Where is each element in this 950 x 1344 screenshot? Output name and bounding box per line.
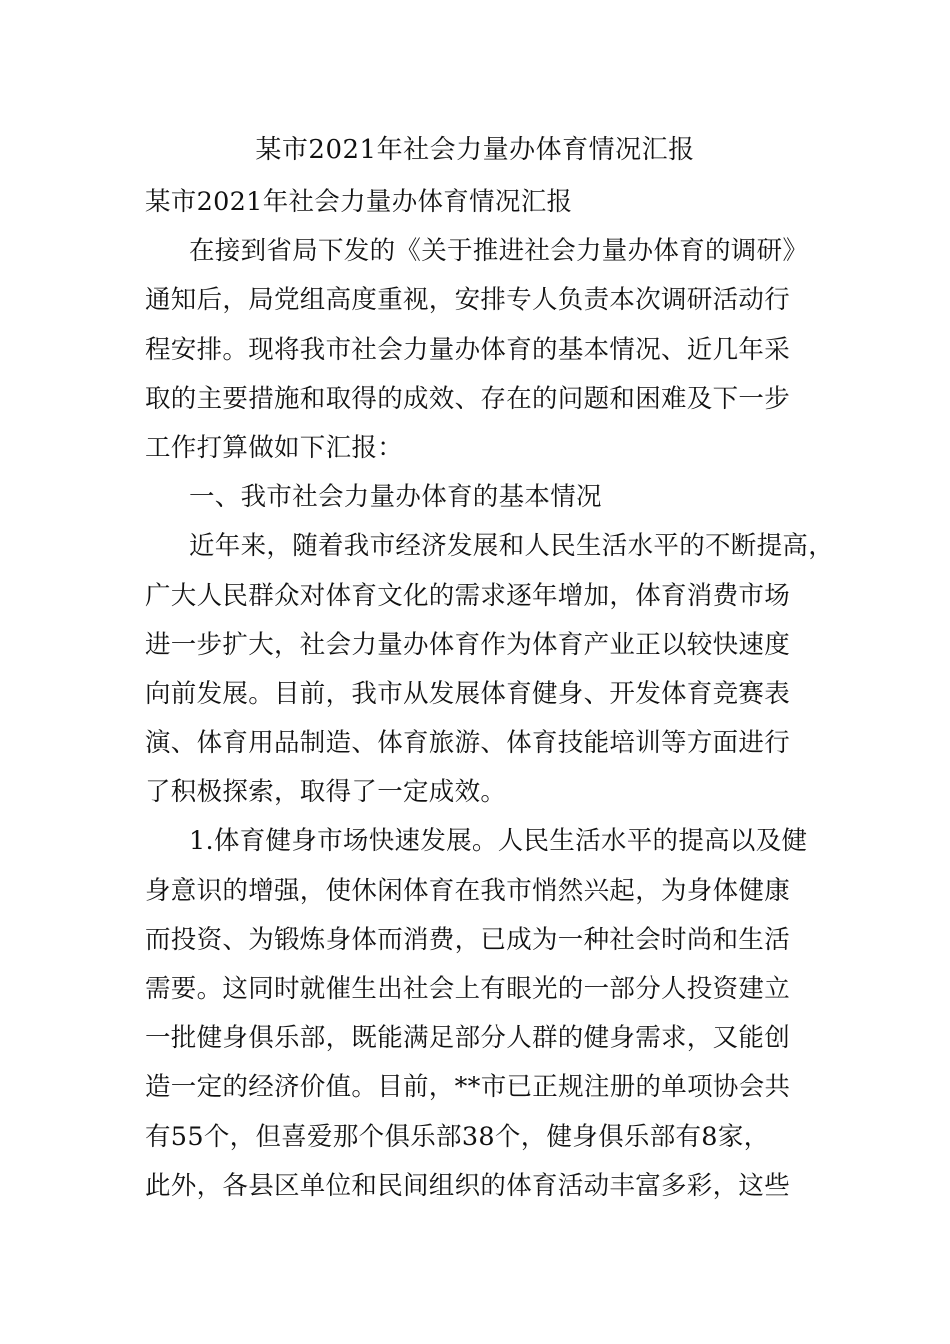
text-line: 身意识的增强，使休闲体育在我市悄然兴起，为身体健康 (145, 875, 791, 906)
section-heading: 一、我市社会力量办体育的基本情况 (189, 482, 602, 513)
text-line: 演、体育用品制造、体育旅游、体育技能培训等方面进行 (145, 728, 791, 759)
text-line: 有55个，但喜爱那个俱乐部38个，健身俱乐部有8家， (145, 1121, 770, 1152)
text-line: 近年来，随着我市经济发展和人民生活水平的不断提高， (189, 531, 835, 562)
text-line: 某市2021年社会力量办体育情况汇报 (145, 187, 573, 217)
text-line: 进一步扩大，社会力量办体育作为体育产业正以较快速度 (145, 629, 791, 660)
text-line: 1.体育健身市场快速发展。人民生活水平的提高以及健 (189, 826, 808, 857)
text-line: 造一定的经济价值。目前，**市已正规注册的单项协会共 (145, 1072, 791, 1103)
text-line: 向前发展。目前，我市从发展体育健身、开发体育竞赛表 (145, 678, 791, 709)
document-body (145, 182, 835, 1215)
document-title: 某市2021年社会力量办体育情况汇报 (255, 135, 695, 165)
text-line: 需要。这同时就催生出社会上有眼光的一部分人投资建立 (145, 974, 791, 1004)
text-line: 程安排。现将我市社会力量办体育的基本情况、近几年采 (145, 334, 791, 365)
text-line: 取的主要措施和取得的成效、存在的问题和困难及下一步 (145, 383, 791, 414)
text-line: 了积极探索，取得了一定成效。 (145, 777, 507, 808)
text-line: 工作打算做如下汇报： (145, 432, 404, 463)
text-line: 而投资、为锻炼身体而消费，已成为一种社会时尚和生活 (145, 924, 791, 955)
text-line: 广大人民群众对体育文化的需求逐年增加，体育消费市场 (145, 580, 791, 611)
text-line: 通知后，局党组高度重视，安排专人负责本次调研活动行 (145, 285, 791, 316)
text-line: 此外，各县区单位和民间组织的体育活动丰富多彩，这些 (145, 1170, 791, 1201)
text-line: 在接到省局下发的《关于推进社会力量办体育的调研》 (189, 236, 809, 267)
text-line: 一批健身俱乐部，既能满足部分人群的健身需求，又能创 (145, 1023, 791, 1054)
